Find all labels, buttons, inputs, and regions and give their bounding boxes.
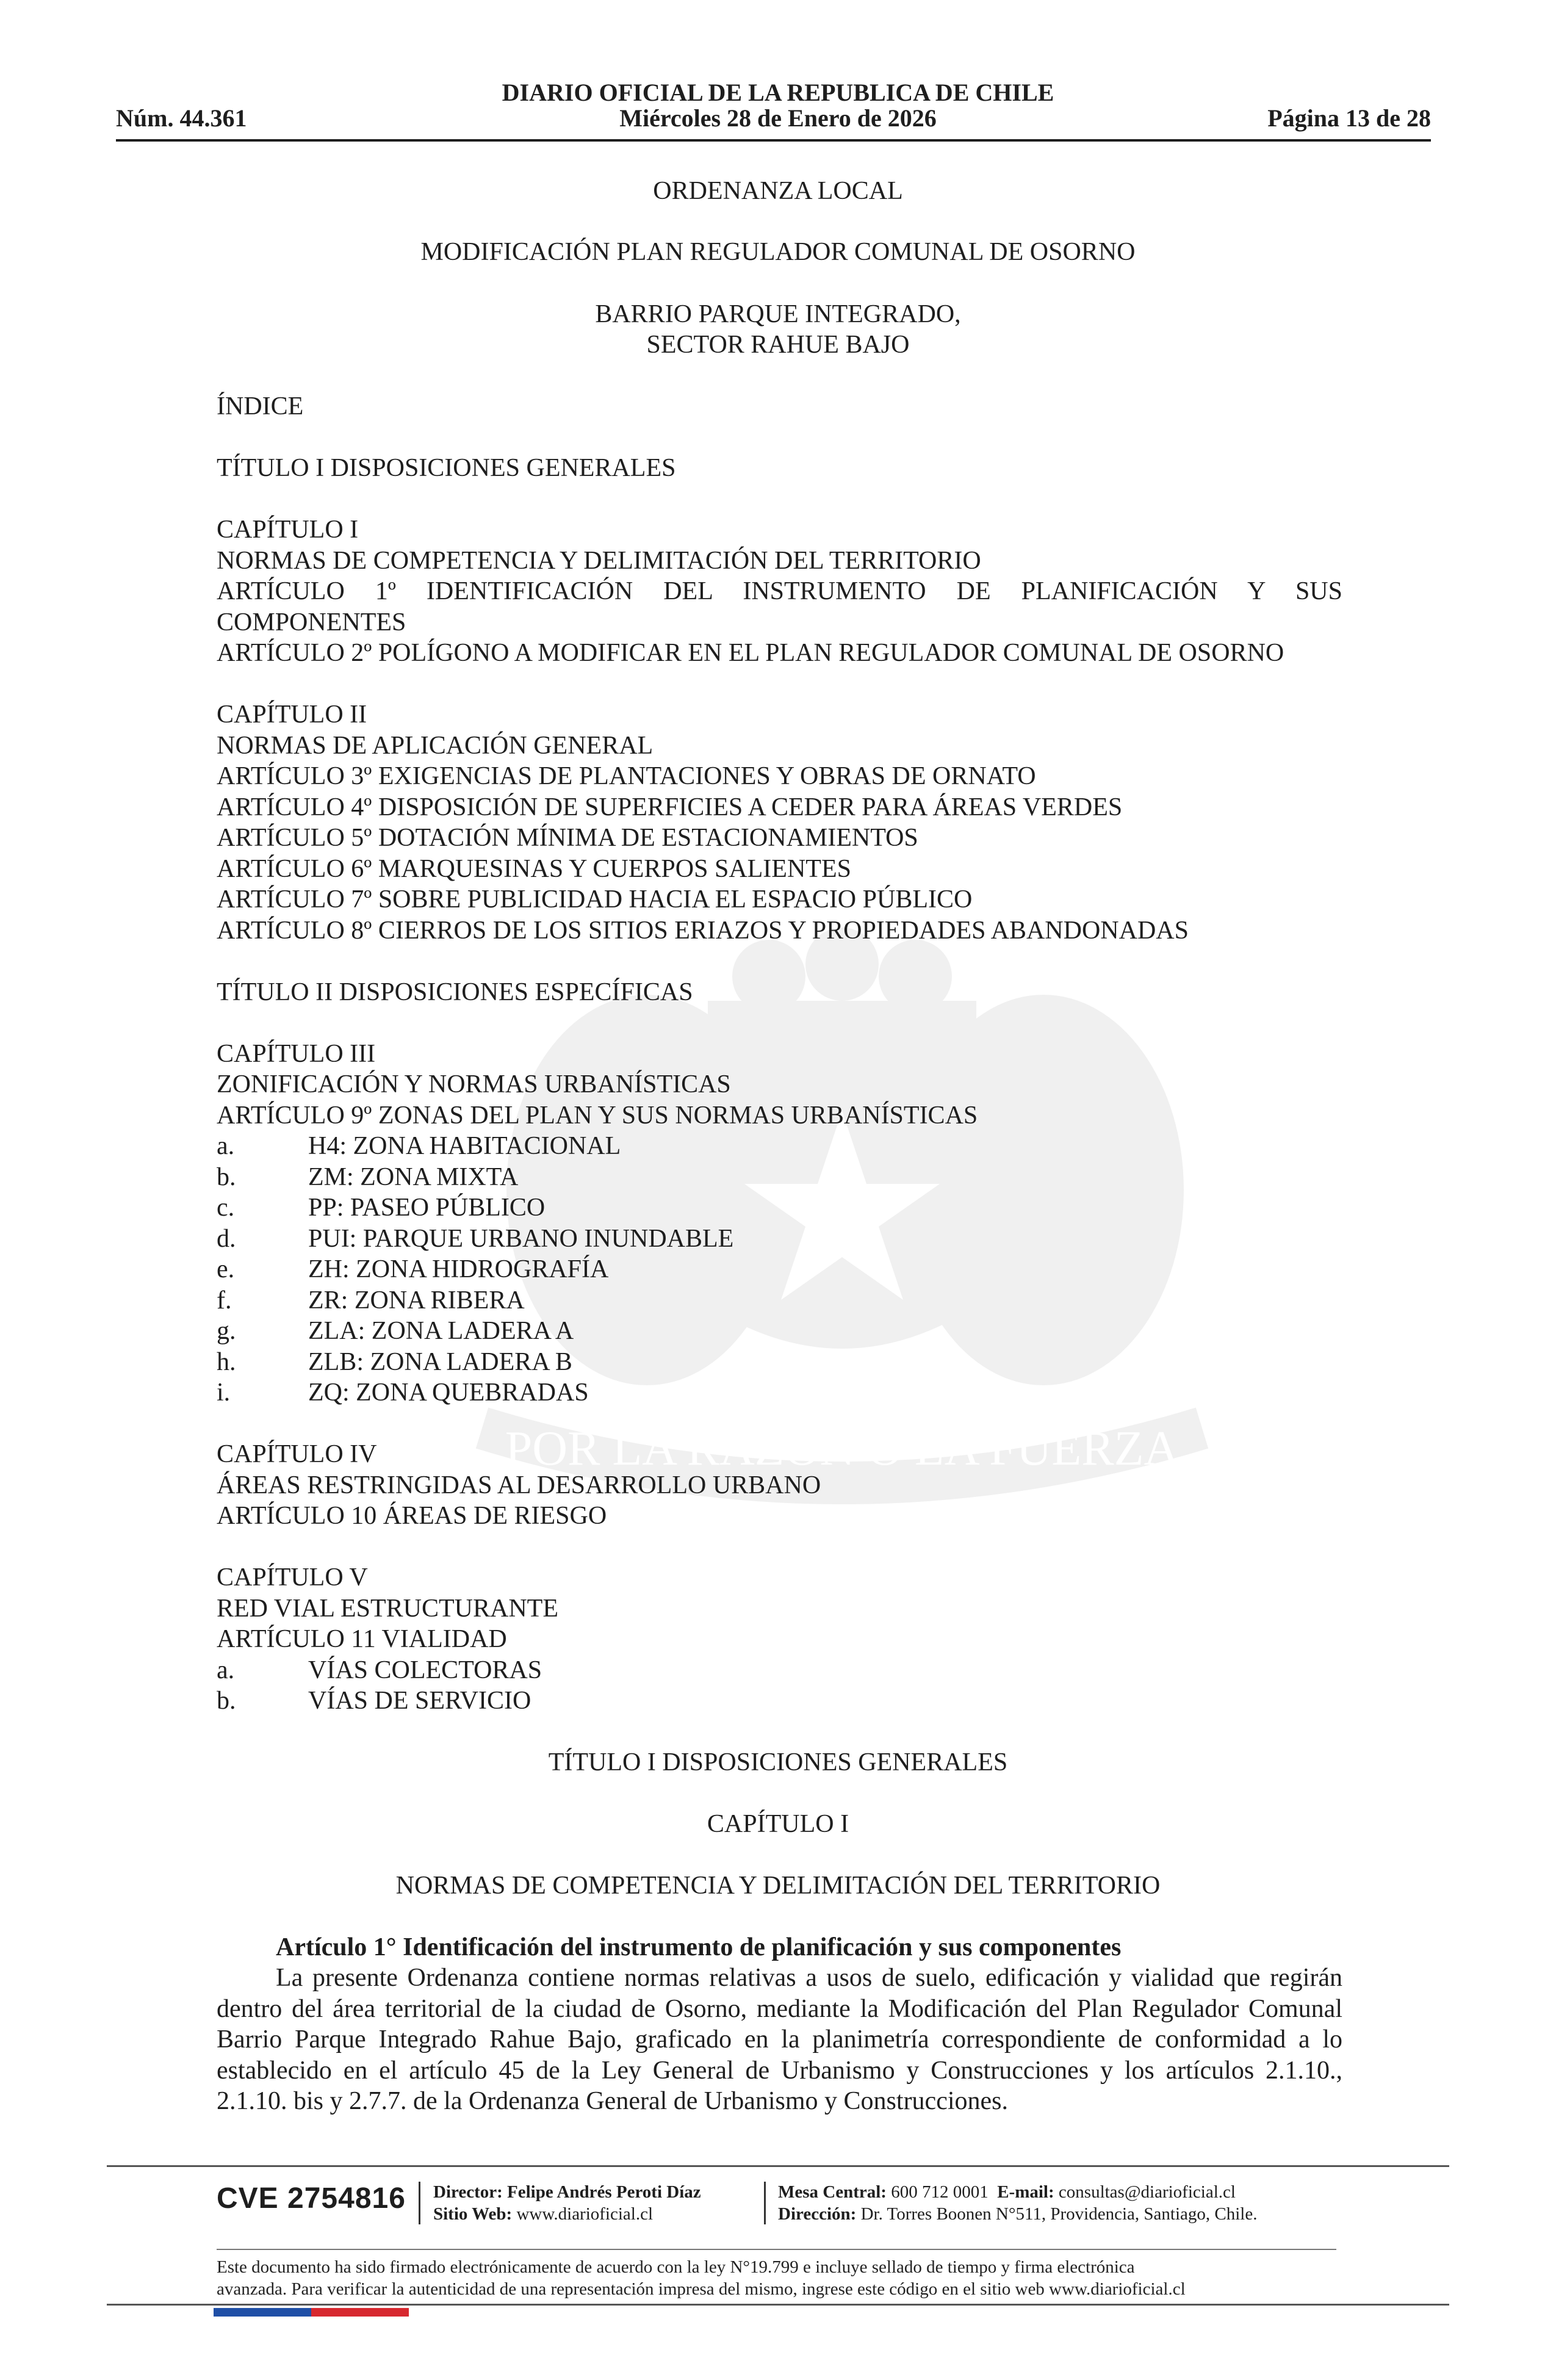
index-art2: ARTÍCULO 2º POLÍGONO A MODIFICAR EN EL PLAN REGULADOR COMUNAL DE OSORNO	[217, 639, 1284, 667]
index-art3: ARTÍCULO 3º EXIGENCIAS DE PLANTACIONES Y OBRAS DE ORNATO	[217, 762, 1036, 790]
publication-date: Miércoles 28 de Enero de 2026	[619, 104, 937, 132]
footer-website	[433, 2203, 653, 2225]
list-item-text: VÍAS DE SERVICIO	[308, 1687, 531, 1715]
index-titulo-2: TÍTULO II DISPOSICIONES ESPECÍFICAS	[217, 978, 693, 1006]
footer-separator	[419, 2182, 420, 2224]
footer-divider-middle	[217, 2249, 1336, 2250]
index-art8: ARTÍCULO 8º CIERROS DE LOS SITIOS ERIAZOS Y PROPIEDADES ABANDONADAS	[217, 917, 1189, 945]
publication-title: DIARIO OFICIAL DE LA REPUBLICA DE CHILE	[502, 79, 1054, 106]
section-capitulo-title: NORMAS DE COMPETENCIA Y DELIMITACIÓN DEL TERRITORIO	[395, 1872, 1161, 1900]
footer-contact	[778, 2181, 1236, 2203]
index-art11: ARTÍCULO 11 VIALIDAD	[217, 1625, 507, 1653]
index-cap5-subtitle: RED VIAL ESTRUCTURANTE	[217, 1595, 558, 1623]
flag-stripe-red	[311, 2308, 409, 2317]
email-label: E-mail:	[997, 2182, 1054, 2202]
index-cap1-title: CAPÍTULO I	[217, 516, 359, 544]
list-item-text: ZLA: ZONA LADERA A	[308, 1317, 574, 1345]
legal-notice-line: Este documento ha sido firmado electrónicamente de acuerdo con la ley N°19.799 e incluye sellado de tiempo y firma electrónica	[217, 2257, 1135, 2277]
address-label: Dirección:	[778, 2204, 857, 2224]
article-heading: Artículo 1° Identificación del instrumento de planificación y sus componentes	[276, 1933, 1122, 1961]
index-art9: ARTÍCULO 9º ZONAS DEL PLAN Y SUS NORMAS URBANÍSTICAS	[217, 1102, 978, 1130]
section-capitulo: CAPÍTULO I	[707, 1810, 849, 1838]
list-item-label: a.	[217, 1656, 235, 1684]
article-paragraph-line: dentro del área territorial de la ciudad de Osorno, mediante la Modificación del Plan Regulador Comunal	[217, 1995, 1342, 2023]
list-item-text: ZQ: ZONA QUEBRADAS	[308, 1379, 589, 1407]
list-item-label: i.	[217, 1379, 231, 1407]
list-item-text: PUI: PARQUE URBANO INUNDABLE	[308, 1225, 734, 1253]
footer-director	[433, 2181, 701, 2203]
index-cap4-subtitle: ÁREAS RESTRINGIDAS AL DESARROLLO URBANO	[217, 1471, 821, 1499]
list-item-label: f.	[217, 1286, 232, 1314]
list-item-text: ZH: ZONA HIDROGRAFÍA	[308, 1255, 609, 1283]
index-cap3-title: CAPÍTULO III	[217, 1040, 376, 1068]
footer-divider-top	[107, 2165, 1449, 2167]
list-item-label: d.	[217, 1225, 236, 1253]
director-label: Director:	[433, 2182, 503, 2202]
email-link[interactable]: consultas@diarioficial.cl	[1058, 2182, 1236, 2202]
website-link[interactable]: www.diarioficial.cl	[516, 2204, 654, 2224]
list-item-text: H4: ZONA HABITACIONAL	[308, 1132, 621, 1160]
index-cap3-subtitle: ZONIFICACIÓN Y NORMAS URBANÍSTICAS	[217, 1070, 731, 1098]
article-paragraph-line: La presente Ordenanza contiene normas relativas a usos de suelo, edificación y vialidad que regirán	[276, 1964, 1342, 1992]
ordinance-title: ORDENANZA LOCAL	[653, 177, 903, 205]
list-item-label: h.	[217, 1348, 236, 1376]
mesa-label: Mesa Central:	[778, 2182, 887, 2202]
mesa-phone: 600 712 0001	[891, 2182, 989, 2202]
index-cap1-subtitle: NORMAS DE COMPETENCIA Y DELIMITACIÓN DEL TERRITORIO	[217, 547, 981, 575]
cve-code: CVE 2754816	[217, 2182, 406, 2215]
index-art1-cont: COMPONENTES	[217, 608, 406, 636]
watermark-motto: POR LA RAZON O LA FUERZA	[505, 1422, 1180, 1476]
index-art7: ARTÍCULO 7º SOBRE PUBLICIDAD HACIA EL ESPACIO PÚBLICO	[217, 885, 973, 914]
ordinance-subtitle: MODIFICACIÓN PLAN REGULADOR COMUNAL DE OSORNO	[420, 238, 1136, 266]
issue-number: Núm. 44.361	[116, 104, 247, 132]
list-item-text: PP: PASEO PÚBLICO	[308, 1194, 546, 1222]
index-cap2-subtitle: NORMAS DE APLICACIÓN GENERAL	[217, 732, 654, 760]
index-cap4-title: CAPÍTULO IV	[217, 1440, 377, 1468]
article-paragraph-line: 2.1.10. bis y 2.7.7. de la Ordenanza General de Urbanismo y Construcciones.	[217, 2087, 1008, 2115]
list-item-label: c.	[217, 1194, 235, 1222]
list-item-label: e.	[217, 1255, 235, 1283]
website-label: Sitio Web:	[433, 2204, 513, 2224]
footer-divider-bottom	[107, 2304, 1449, 2306]
index-cap5-title: CAPÍTULO V	[217, 1563, 368, 1592]
flag-stripe-blue	[214, 2308, 311, 2317]
legal-notice-line: avanzada. Para verificar la autenticidad de una representación impresa del mismo, ingrese este código en el sitio web www.diarioficial.cl	[217, 2279, 1186, 2299]
index-art1: ARTÍCULO 1º IDENTIFICACIÓN DEL INSTRUMENTO DE PLANIFICACIÓN Y SUS	[217, 577, 1342, 605]
ordinance-area-line2: SECTOR RAHUE BAJO	[646, 331, 910, 359]
footer-separator	[764, 2182, 766, 2224]
index-art4: ARTÍCULO 4º DISPOSICIÓN DE SUPERFICIES A CEDER PARA ÁREAS VERDES	[217, 793, 1123, 821]
index-titulo-1: TÍTULO I DISPOSICIONES GENERALES	[217, 454, 676, 482]
list-item-label: a.	[217, 1132, 235, 1160]
list-item-text: VÍAS COLECTORAS	[308, 1656, 542, 1684]
page-number: Página 13 de 28	[1267, 104, 1431, 132]
header-divider	[116, 139, 1431, 142]
index-art5: ARTÍCULO 5º DOTACIÓN MÍNIMA DE ESTACIONAMIENTOS	[217, 824, 918, 852]
director-name: Felipe Andrés Peroti Díaz	[507, 2182, 701, 2202]
list-item-label: b.	[217, 1163, 236, 1191]
ordinance-area-line1: BARRIO PARQUE INTEGRADO,	[595, 300, 961, 328]
list-item-label: g.	[217, 1317, 236, 1345]
list-item-label: b.	[217, 1687, 236, 1715]
index-art6: ARTÍCULO 6º MARQUESINAS Y CUERPOS SALIENTES	[217, 855, 851, 883]
list-item-text: ZLB: ZONA LADERA B	[308, 1348, 572, 1376]
index-title: ÍNDICE	[217, 392, 304, 420]
list-item-text: ZR: ZONA RIBERA	[308, 1286, 525, 1314]
address-value: Dr. Torres Boonen N°511, Providencia, Santiago, Chile.	[860, 2204, 1258, 2224]
article-paragraph-line: Barrio Parque Integrado Rahue Bajo, graficado en la planimetría correspondiente de conformidad a lo	[217, 2025, 1342, 2054]
footer-address	[778, 2203, 1257, 2225]
section-titulo: TÍTULO I DISPOSICIONES GENERALES	[548, 1748, 1008, 1776]
list-item-text: ZM: ZONA MIXTA	[308, 1163, 519, 1191]
index-cap2-title: CAPÍTULO II	[217, 701, 367, 729]
index-art10: ARTÍCULO 10 ÁREAS DE RIESGO	[217, 1502, 607, 1530]
article-paragraph-line: establecido en el artículo 45 de la Ley General de Urbanismo y Construcciones y los artículos 2.1.10.,	[217, 2057, 1342, 2085]
